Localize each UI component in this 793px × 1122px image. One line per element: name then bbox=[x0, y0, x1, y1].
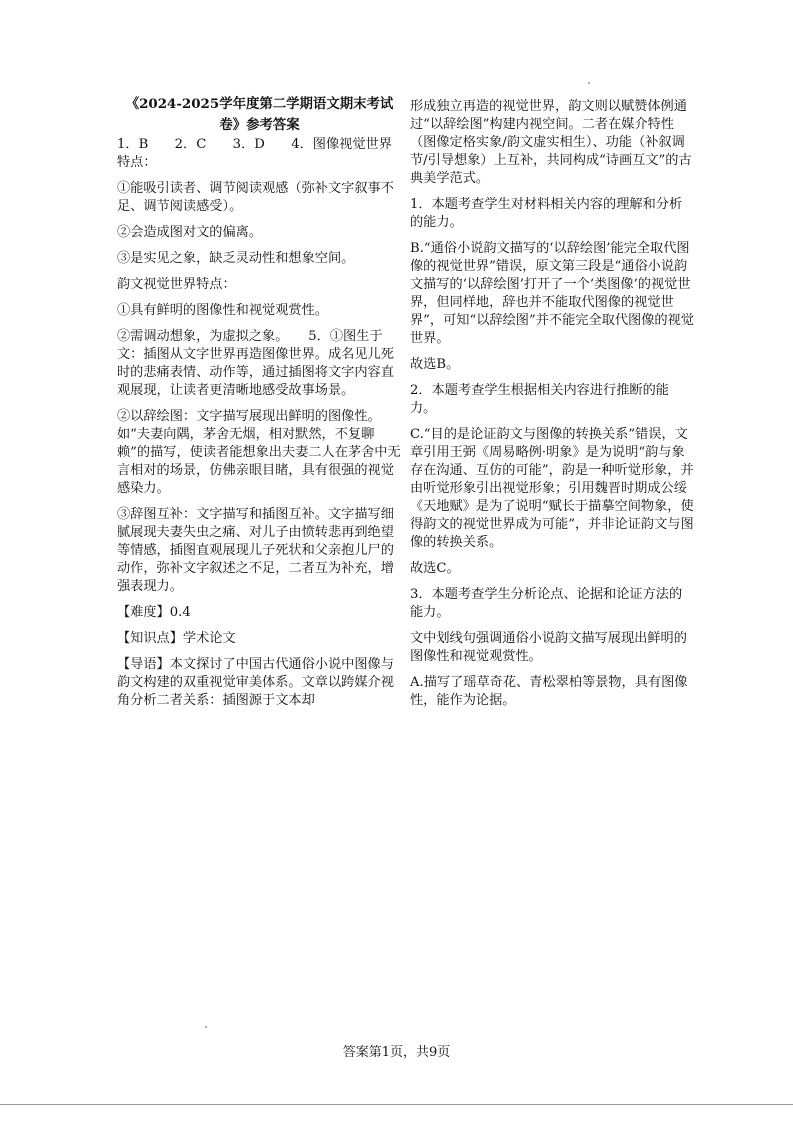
difficulty: 【难度】0.4 bbox=[117, 605, 191, 620]
answer-line: 故选B。 bbox=[410, 357, 460, 372]
answer-line: B.“通俗小说韵文描写的‘以辞绘图’能完全取代图像的视觉世界”错误，原文第三段是“通俗小说韵文描写的‘以辞绘图’打开了一个‘类图像’的视觉世界，但同样地，辞也并不能取代图像的视觉世界”，可知“以辞绘图”并不能完全取代图像的视觉世界。 bbox=[410, 241, 694, 346]
answer-line: ①具有鲜明的图像性和视觉观赏性。 bbox=[117, 303, 328, 318]
page-title: 《2024-2025学年度第二学期语文期末考试卷》参考答案 bbox=[125, 96, 394, 133]
answer-line: 文中划线句强调通俗小说韵文描写展现出鲜明的图像性和视觉观赏性。 bbox=[410, 631, 687, 664]
answer-line: 1．B 2．C 3．D 4．图像视觉世界特点： bbox=[117, 137, 392, 170]
left-column bbox=[117, 0, 402, 710]
answer-line: ②以辞绘图：文字描写展现出鲜明的图像性。如“夫妻向隅，茅舍无烟，相对默然，不复聊赖”的描写，使读者能想象出夫妻二人在茅舍中无言相对的场景，仿佛亲眼目睹，具有很强的视觉感染力。 bbox=[117, 409, 401, 496]
answer-line: ②会造成图对文的偏离。 bbox=[117, 225, 263, 240]
answer-line: 韵文视觉世界特点： bbox=[117, 277, 236, 292]
scan-dot bbox=[588, 82, 590, 84]
guide-paragraph: 【导语】本文探讨了中国古代通俗小说中图像与韵文构建的双重视觉审美体系。文章以跨媒介视角分析二者关系：插图源于文本却 bbox=[117, 657, 394, 708]
scan-dot bbox=[205, 1026, 207, 1028]
answer-line: 1．本题考查学生对材料相关内容的理解和分析的能力。 bbox=[410, 197, 683, 230]
answer-line: ①能吸引读者、调节阅读观感（弥补文字叙事不足、调节阅读感受）。 bbox=[117, 181, 394, 214]
answer-line: 3．本题考查学生分析论点、论据和论证方法的能力。 bbox=[410, 587, 683, 620]
answer-line: ②需调动想象，为虚拟之象。 5．①图生于文：插图从文字世界再造图像世界。成名见儿死时的悲痛表情、动作等，通过插图将文字内容直观展现，让读者更清晰地感受故事场景。 bbox=[117, 329, 394, 398]
bottom-rule bbox=[0, 1104, 793, 1105]
answer-line: 故选C。 bbox=[410, 561, 460, 576]
answer-line: ③辞图互补：文字描写和插图互补。文字描写细腻展现夫妻失虫之痛、对儿子由愤转悲再到绝望等情感，插图直观展现儿子死状和父亲抱儿尸的动作，弥补文字叙述之不足，二者互为补充，增强表现力。 bbox=[117, 507, 394, 594]
answer-line: 形成独立再造的视觉世界，韵文则以赋赞体例通过“以辞绘图”构建内视空间。二者在媒介特性（图像定格实象/韵文虚实相生）、功能（补叙调节/引导想象）上互补，共同构成“诗画互文”的古典美学范式。 bbox=[410, 99, 692, 186]
answer-line: C.“目的是论证韵文与图像的转换关系”错误，文章引用王弼《周易略例·明象》是为说明“韵与象存在沟通、互仿的可能”，韵是一种听觉形象，并由听觉形象引出视觉形象；引用魏晋时期成公绥《天地赋》是为了说明“赋长于描摹空间物象，使得韵文的视觉世界成为可能”，并非论证韵文与图像的转换关系。 bbox=[410, 427, 694, 550]
answer-line: 2．本题考查学生根据相关内容进行推断的能力。 bbox=[410, 383, 669, 416]
answer-line: ③是实见之象，缺乏灵动性和想象空间。 bbox=[117, 251, 355, 266]
knowledge-point: 【知识点】学术论文 bbox=[117, 631, 236, 646]
answer-line: A.描写了瑶草奇花、青松翠柏等景物，具有图像性，能作为论据。 bbox=[410, 675, 688, 708]
right-column bbox=[410, 0, 695, 710]
page-footer: 答案第1页，共9页 bbox=[342, 1045, 451, 1060]
